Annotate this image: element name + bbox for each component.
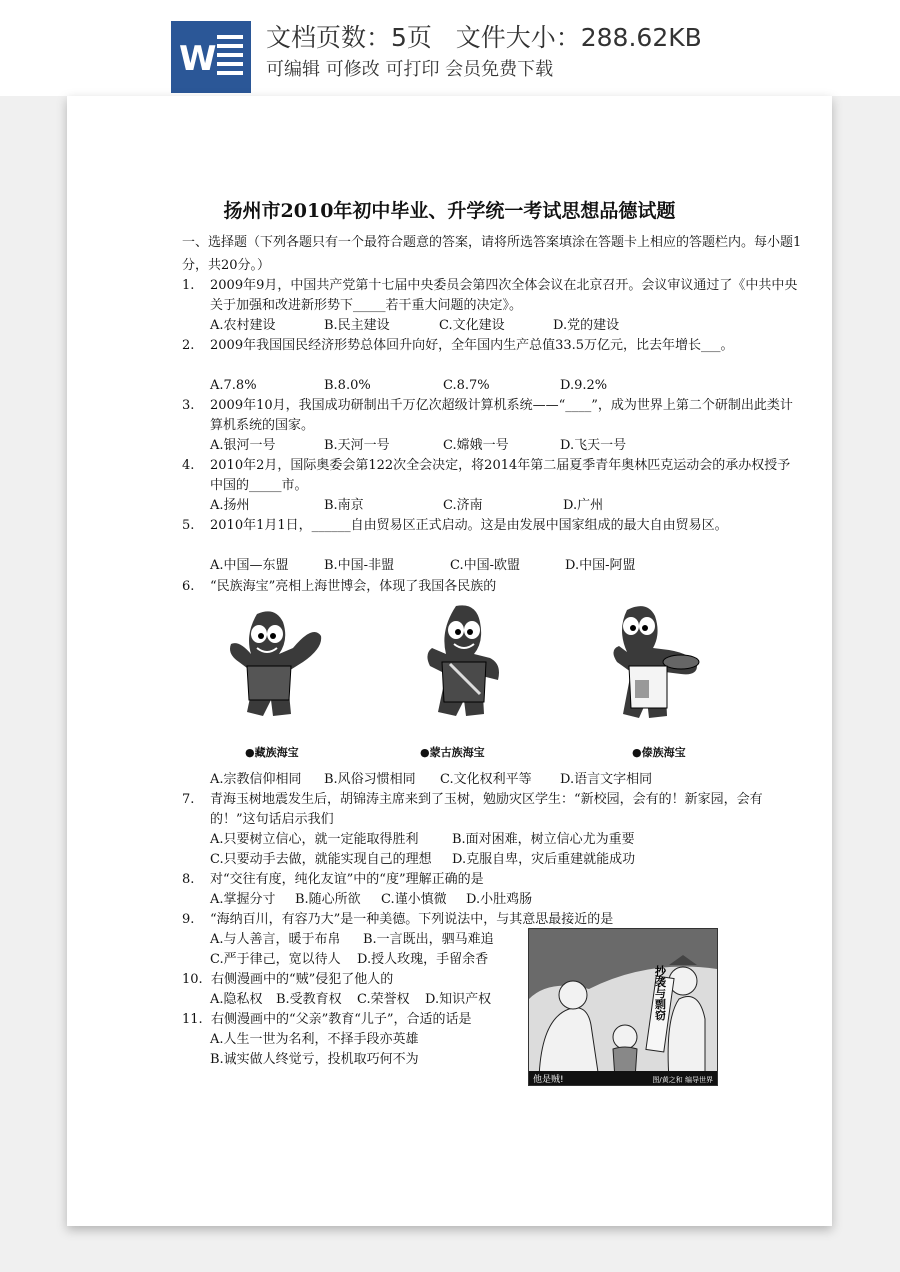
question-7: 7. 青海玉树地震发生后，胡锦涛主席来到了玉树，勉励灾区学生：“新校园，会有的！新家园，会有的！”这句话启示我们: [182, 792, 763, 827]
question-1: 1. 2009年9月，中国共产党第十七届中央委员会第四次全体会议在北京召开。会议审议通过了《中共中央关于加强和改进新形势下_____若干重大问题的决定》。: [182, 278, 798, 313]
cartoon-illustration: [528, 928, 718, 1086]
mongolian-haibao-mascot: [410, 602, 520, 732]
mascot-caption-tibetan: ●藏族海宝: [245, 746, 299, 759]
exam-title: 扬州市2010年初中毕业、升学统一考试思想品德试题: [223, 200, 676, 222]
question-3: 3. 2009年10月，我国成功研制出千万亿次超级计算机系统——“____”，成为世界上第二个研制出此类计算机系统的国家。: [182, 398, 793, 433]
mascot-caption-mongolian: ●蒙古族海宝: [420, 746, 485, 759]
file-features: 可编辑 可修改 可打印 会员免费下载: [266, 59, 554, 80]
question-2: 2. 2009年我国国民经济形势总体回升向好，全年国内生产总值33.5万亿元，比去年增长___。: [182, 338, 734, 353]
tibetan-haibao-mascot: [217, 604, 327, 734]
cartoon-sign-text: 抄袭与剽窃: [653, 965, 667, 1021]
word-document-icon: W: [171, 21, 251, 93]
question-4: 4. 2010年2月，国际奥委会第122次全会决定，将2014年第二届夏季青年奥林匹克运动会的承办权授予中国的_____市。: [182, 458, 791, 493]
dai-haibao-mascot: [597, 600, 707, 730]
question-10: 10. 右侧漫画中的“贼”侵犯了他人的: [182, 972, 394, 987]
question-11: 11. 右侧漫画中的“父亲”教育“儿子”，合适的话是: [182, 1012, 472, 1027]
download-banner: [0, 0, 900, 96]
question-8: 8. 对“交往有度，纯化友谊”中的“度”理解正确的是: [182, 872, 484, 887]
cartoon-caption-left: 他是贼!: [533, 1075, 564, 1085]
document-page: 扬州市2010年初中毕业、升学统一考试思想品德试题 一、选择题（下列各题只有一个最符合题意的答案，请将所选答案填涂在答题卡上相应的答题栏内。每小题1分，共20分。） 1. 2009年9月，中国共产党第十七届中央委员会第四次全体会议在北京召开。会议审议通过了《中共中央关于加强和改进新形势下_____若干重大问题的决定》。 A.农村建设 B.民主建设 C.文化建设 D.党的建设 2. 2009年我国国民经济形势总体回升向好，全年国内生产总值33.5万亿元，比去年增长___。 A.7.8% B.8.0% C.8.7% D.9.2% 3. 2009年10月，我国成功研制出千万亿次超级计算机系统——“____”，成为世界上第二个研制出此类计算机系统的国家。 A.银河一号 B.天河一号 C.嫦娥一号 D.飞天一号 4. 2010年2月，国际奥委会第122次全会决定，将2014年第二届夏季青年奥林匹克运动会的承办权授予中国的_____市。 A.扬州 B.南京 C.济南 D.广州 5. 2010年1月1日，______自由贸易区正式启动。这是由发展中国家组成的最大自由贸易区。 A.中国—东盟 B.中国-非盟 C.中国-欧盟 D.中国-阿盟 6. “民族海宝”亮相上海世博会，体现了我国各民族的 ●藏族海宝 ●蒙古族海宝 ●傣族海宝 A.宗教信仰相同 B.风俗习惯相同 C.文化权利平等 D.语言文字相同 7. 青海玉树地震发生后，胡锦涛主席来到了玉树，勉励灾区学生：“新校园，会有的！新家园，会有的！”这句话启示我们 A.只要树立信心，就一定能取得胜利 B.面对困难，树立信心尤为重要 C.只要动手去做，就能实现自己的理想 D.克服自卑，灾后重建就能成功 8. 对“交往有度，纯化友谊”中的“度”理解正确的是 A.掌握分寸 B.随心所欲 C.谨小慎微 D.小肚鸡肠 9. “海纳百川，有容乃大”是一种美德。下列说法中，与其意思最接近的是 A.与人善言，暖于布帛 B.一言既出，驷马难追 C.严于律己，宽以待人 D.授人玫瑰，手留余香 10. 右侧漫画中的“贼”侵犯了他人的 A.隐私权 B.受教育权 C.荣誉权 D.知识产权 11. 右侧漫画中的“父亲”教育“儿子”，合适的话是 A.人生一世为名利，不择手段亦英雄 B.诚实做人终觉亏，投机取巧何不为 抄袭与剽窃 他是贼! 图/黄之和 编导世界: [67, 96, 832, 1226]
question-9: 9. “海纳百川，有容乃大”是一种美德。下列说法中，与其意思最接近的是: [182, 912, 614, 927]
question-11-option-b: B.诚实做人终觉亏，投机取巧何不为: [210, 1052, 419, 1067]
question-5: 5. 2010年1月1日，______自由贸易区正式启动。这是由发展中国家组成的最大自由贸易区。: [182, 518, 728, 533]
mascot-caption-dai: ●傣族海宝: [632, 746, 686, 759]
cartoon-caption-right: 图/黄之和 编导世界: [652, 1076, 713, 1084]
question-11-option-a: A.人生一世为名利，不择手段亦英雄: [210, 1032, 419, 1047]
section-instructions: 一、选择题（下列各题只有一个最符合题意的答案，请将所选答案填涂在答题卡上相应的答题栏内。每小题1分，共20分。）: [182, 235, 802, 273]
cartoon-drawing: [529, 929, 717, 1085]
file-info: 文档页数：5页 文件大小：288.62KB: [266, 23, 702, 52]
question-6: 6. “民族海宝”亮相上海世博会，体现了我国各民族的: [182, 579, 497, 594]
